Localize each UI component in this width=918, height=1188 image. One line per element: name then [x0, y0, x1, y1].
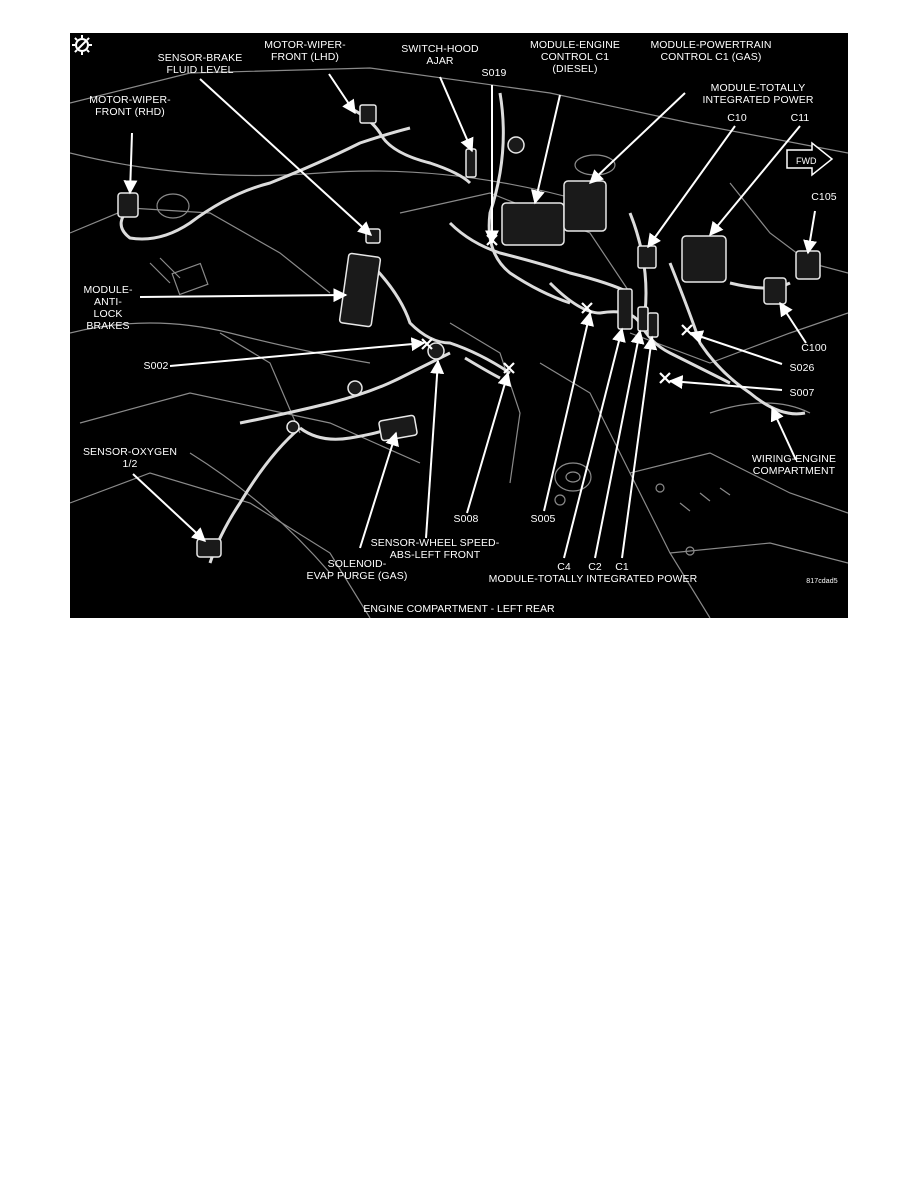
- label-connector-c4: C4: [557, 561, 571, 573]
- pcm-gas-art: [564, 181, 606, 231]
- evap-solenoid-art: [379, 415, 418, 441]
- ecm-diesel-art: [502, 203, 564, 245]
- hood-switch-art: [466, 149, 476, 177]
- label-splice-s002: S002: [143, 360, 169, 372]
- tip-c2-art: [638, 307, 648, 331]
- label-splice-s008: S008: [453, 513, 479, 525]
- oxygen-sensor-art: [197, 539, 221, 557]
- engine-structure-art: [70, 68, 848, 618]
- label-module-anti-lock-brakes: MODULE- ANTI-LOCK BRAKES: [83, 284, 133, 332]
- gear-icon: [70, 33, 94, 57]
- tip-c10-art: [638, 246, 656, 268]
- figure-id: 817cdad5: [806, 578, 838, 585]
- wiper-lhd-connector-art: [360, 105, 376, 123]
- tip-c11-art: [682, 236, 726, 282]
- wiring-harness-art: [121, 93, 805, 563]
- label-splice-s005: S005: [530, 513, 556, 525]
- fwd-arrow-icon: [787, 143, 832, 175]
- diagram-title: ENGINE COMPARTMENT - LEFT REAR: [363, 603, 555, 615]
- label-connector-c1: C1: [615, 561, 629, 573]
- label-wiring-engine-compartment: WIRING-ENGINE COMPARTMENT: [751, 453, 837, 477]
- label-motor-wiper-lhd: MOTOR-WIPER- FRONT (LHD): [264, 39, 346, 63]
- c105-art: [796, 251, 820, 279]
- label-switch-hood-ajar: SWITCH-HOOD AJAR: [401, 43, 479, 67]
- abs-module-art: [339, 253, 380, 327]
- label-splice-s019: S019: [481, 67, 507, 79]
- label-connector-c100: C100: [801, 342, 827, 354]
- svg-text:FWD: FWD: [796, 156, 817, 166]
- label-connector-c2: C2: [588, 561, 602, 573]
- label-connector-c105: C105: [811, 191, 837, 203]
- c100-art: [764, 278, 786, 304]
- wiring-diagram: [70, 33, 848, 618]
- label-module-tip-bottom: MODULE-TOTALLY INTEGRATED POWER: [488, 573, 698, 585]
- splice-s026-mark: [682, 325, 692, 335]
- label-splice-s026: S026: [789, 362, 815, 374]
- label-sensor-wheel-speed: SENSOR-WHEEL SPEED- ABS-LEFT FRONT: [370, 537, 500, 561]
- label-module-engine-control-c1: MODULE-ENGINE CONTROL C1 (DIESEL): [530, 39, 620, 75]
- label-splice-s007: S007: [789, 387, 815, 399]
- tip-c1-art: [648, 313, 658, 337]
- splice-s007-mark: [660, 373, 670, 383]
- wheel-speed-connector-art: [428, 343, 444, 359]
- callout-leader-lines: [130, 74, 815, 558]
- label-motor-wiper-rhd: MOTOR-WIPER- FRONT (RHD): [89, 94, 171, 118]
- label-module-powertrain-control-c1: MODULE-POWERTRAIN CONTROL C1 (GAS): [650, 39, 772, 63]
- wiper-rhd-connector-art: [118, 193, 138, 217]
- label-module-tip-top: MODULE-TOTALLY INTEGRATED POWER: [702, 82, 814, 106]
- label-sensor-brake-fluid: SENSOR-BRAKE FLUID LEVEL: [157, 52, 243, 76]
- label-connector-c11: C11: [790, 112, 810, 124]
- label-sensor-oxygen: SENSOR-OXYGEN 1/2: [82, 446, 178, 470]
- tip-c4-art: [618, 289, 632, 329]
- label-solenoid-evap-purge: SOLENOID- EVAP PURGE (GAS): [306, 558, 408, 582]
- label-connector-c10: C10: [727, 112, 747, 124]
